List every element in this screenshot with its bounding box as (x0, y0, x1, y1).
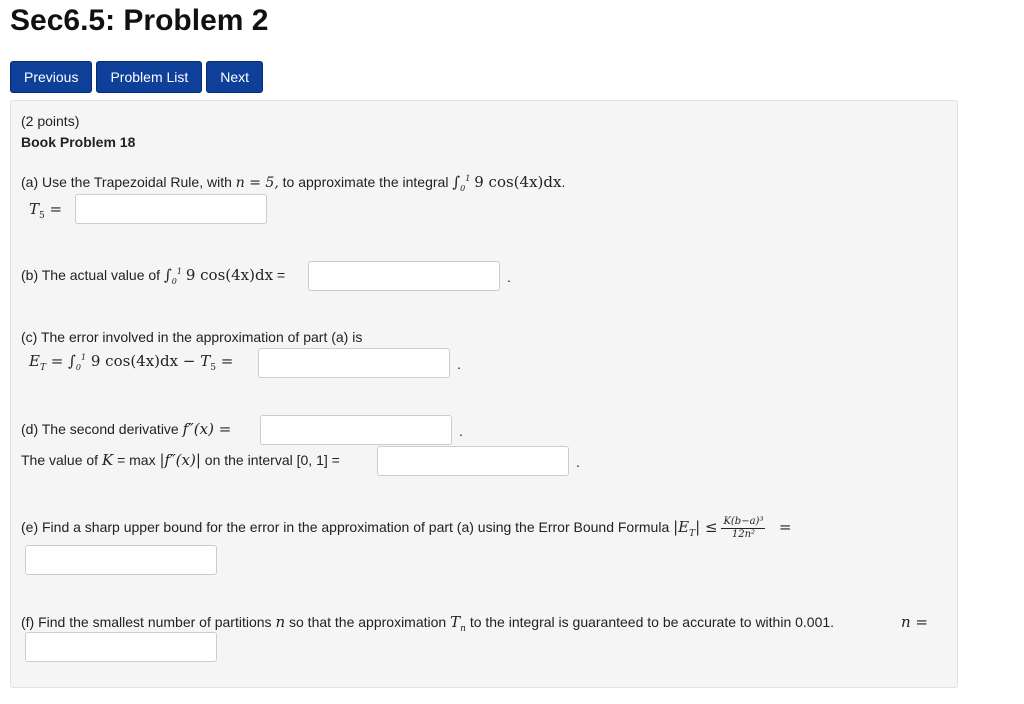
part-f-label: n = (901, 613, 928, 631)
points-label: (2 points) (21, 113, 80, 129)
book-problem-label: Book Problem 18 (21, 134, 136, 150)
problem-navigation (10, 61, 263, 93)
part-a-label: $T_5$ = (29, 200, 63, 221)
part-e-question: (e) Find a sharp upper bound for the error in the approximation of part (a) using the Error Bound Formula $|E_T|$ ≤ $\frac{\text{K(b−a)³}}{\text{12n²}}$ = (21, 516, 792, 540)
integral-sign-icon: $\int_0^1$ (163, 266, 182, 286)
part-a-question: (a) Use the Trapezoidal Rule, with n = 5, to approximate the integral $\int_0^1$ 9 cos(4x)dx. (21, 173, 566, 193)
problem-list-button[interactable]: Problem List (96, 61, 202, 93)
part-c-question: (c) The error involved in the approximation of part (a) is (21, 329, 363, 345)
part-d-question: (d) The second derivative f″(x) = (21, 420, 232, 438)
part-c-formula: $E_T = \int_0^1$ 9 $\cos(4x)dx - T_5$ = (29, 352, 234, 373)
part-b-question: (b) The actual value of $\int_0^1$ 9 cos(4x)dx = (21, 266, 286, 286)
k-value-question: The value of K = max |f″(x)| on the interval [0, 1] = (21, 451, 340, 469)
part-f-question: (f) Find the smallest number of partitions n so that the approximation $T_n$ to the integral is guaranteed to be accurate to within 0.001. (21, 613, 835, 634)
integrand: 9 cos(4x)dx (474, 173, 562, 191)
part-c-answer-input[interactable] (258, 348, 450, 378)
part-a-answer-input[interactable] (75, 194, 267, 224)
integral-sign-icon: $\int_0^1$ (68, 352, 87, 372)
page-title: Sec6.5: Problem 2 (10, 4, 269, 37)
k-value-answer-input[interactable] (377, 446, 569, 476)
problem-panel: (2 points) Book Problem 18 (a) Use the Trapezoidal Rule, with n = 5, to approximate the integral $\int_0^1$ 9 cos(4x)dx. $T_5$ = (b) The actual value of $\int_0^1$ 9 cos(4x)dx = . (c) The error involved in the approximation of part (a) is $E_T = \int_0^1$ 9 $\cos(4x)dx - T_5$ = . (d) The second derivative f″(x) = . The value of K = max |f″(x)| on the interval [0, 1] = . (e) Find a sharp upper bound for the error in the approximation of part (a) using the Error Bound Formula $|E_T|$ ≤ $\frac{\text{K(b−a)³}}{\text{12n²}}$ = (f) Find the smallest number of partitions n so that the approximation $T_n$ to the integral is guaranteed to be accurate to within 0.001. n = (10, 100, 958, 688)
part-f-answer-input[interactable] (25, 632, 217, 662)
integral-sign-icon: $\int_0^1$ (452, 173, 471, 193)
previous-button[interactable]: Previous (10, 61, 92, 93)
part-e-answer-input[interactable] (25, 545, 217, 575)
part-d-answer-input[interactable] (260, 415, 452, 445)
next-button[interactable]: Next (206, 61, 263, 93)
part-b-answer-input[interactable] (308, 261, 500, 291)
error-bound-fraction: $\frac{\text{K(b−a)³}}{\text{12n²}}$ (723, 516, 764, 540)
